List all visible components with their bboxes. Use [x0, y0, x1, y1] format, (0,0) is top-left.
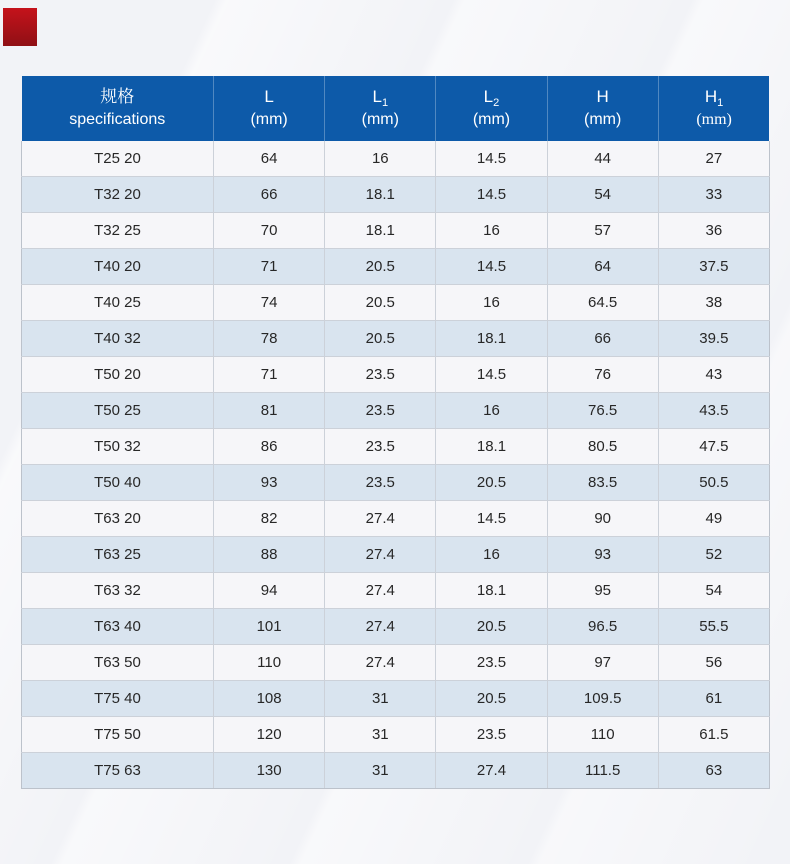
table-row	[22, 213, 770, 249]
table-cell: 18.1	[325, 213, 436, 249]
table-cell: 20.5	[436, 465, 547, 501]
table-row	[22, 249, 770, 285]
table-cell: 27	[658, 141, 769, 177]
table-row	[22, 357, 770, 393]
table-cell: 57	[547, 213, 658, 249]
column-header-h	[547, 76, 658, 141]
table-cell: 38	[658, 285, 769, 321]
table-cell: 110	[214, 645, 325, 681]
column-header-spec	[22, 76, 214, 141]
table-cell: 14.5	[436, 141, 547, 177]
table-cell: 76	[547, 357, 658, 393]
table-row	[22, 141, 770, 177]
table-cell: 16	[325, 141, 436, 177]
table-cell: 88	[214, 537, 325, 573]
table-cell: 23.5	[325, 357, 436, 393]
column-unit: (mm)	[250, 111, 288, 129]
table-cell: 16	[436, 213, 547, 249]
table-row	[22, 393, 770, 429]
table-cell: 108	[214, 681, 325, 717]
table-cell: T63 50	[22, 645, 214, 681]
column-title: H	[704, 87, 718, 107]
spec-table-container	[21, 76, 769, 789]
table-cell: 101	[214, 609, 325, 645]
table-cell: 94	[214, 573, 325, 609]
table-cell: 27.4	[436, 753, 547, 789]
spec-table	[21, 76, 770, 789]
table-cell: T75 63	[22, 753, 214, 789]
table-cell: 20.5	[436, 681, 547, 717]
table-cell: 78	[214, 321, 325, 357]
column-unit: specifications	[69, 111, 166, 129]
table-cell: 16	[436, 393, 547, 429]
table-row	[22, 717, 770, 753]
table-cell: 80.5	[547, 429, 658, 465]
table-cell: 23.5	[325, 393, 436, 429]
table-cell: 23.5	[325, 465, 436, 501]
table-cell: 18.1	[436, 429, 547, 465]
table-cell: 47.5	[658, 429, 769, 465]
column-title: 规格	[100, 87, 135, 107]
table-cell: 109.5	[547, 681, 658, 717]
table-row	[22, 285, 770, 321]
table-row	[22, 681, 770, 717]
table-cell: 27.4	[325, 645, 436, 681]
table-row	[22, 573, 770, 609]
table-row	[22, 177, 770, 213]
table-cell: 44	[547, 141, 658, 177]
table-cell: T32 25	[22, 213, 214, 249]
table-cell: 37.5	[658, 249, 769, 285]
table-cell: 23.5	[436, 645, 547, 681]
table-row	[22, 501, 770, 537]
table-cell: 90	[547, 501, 658, 537]
table-cell: 63	[658, 753, 769, 789]
table-cell: 14.5	[436, 249, 547, 285]
table-cell: 14.5	[436, 177, 547, 213]
table-cell: 18.1	[436, 573, 547, 609]
table-cell: 39.5	[658, 321, 769, 357]
table-cell: 14.5	[436, 501, 547, 537]
table-cell: 36	[658, 213, 769, 249]
table-cell: 16	[436, 537, 547, 573]
table-cell: T40 20	[22, 249, 214, 285]
table-cell: 33	[658, 177, 769, 213]
column-unit: (mm)	[584, 111, 622, 129]
table-cell: T63 20	[22, 501, 214, 537]
table-cell: 31	[325, 753, 436, 789]
table-cell: 27.4	[325, 573, 436, 609]
table-cell: 111.5	[547, 753, 658, 789]
table-cell: 76.5	[547, 393, 658, 429]
table-cell: 27.4	[325, 537, 436, 573]
column-header-l	[214, 76, 325, 141]
table-cell: T63 25	[22, 537, 214, 573]
table-cell: T50 20	[22, 357, 214, 393]
table-cell: 20.5	[325, 285, 436, 321]
table-cell: T25 20	[22, 141, 214, 177]
column-subscript: 1	[381, 97, 389, 110]
table-cell: 18.1	[436, 321, 547, 357]
table-cell: 23.5	[436, 717, 547, 753]
table-cell: 54	[547, 177, 658, 213]
table-cell: 20.5	[325, 249, 436, 285]
table-cell: 64	[214, 141, 325, 177]
table-row	[22, 537, 770, 573]
table-cell: 74	[214, 285, 325, 321]
table-cell: 120	[214, 717, 325, 753]
table-cell: 64	[547, 249, 658, 285]
table-cell: 27.4	[325, 501, 436, 537]
table-cell: 43	[658, 357, 769, 393]
table-cell: 61.5	[658, 717, 769, 753]
table-cell: 31	[325, 681, 436, 717]
table-cell: 49	[658, 501, 769, 537]
table-cell: 66	[214, 177, 325, 213]
column-title: L	[372, 87, 382, 107]
table-cell: 16	[436, 285, 547, 321]
column-unit: (mm)	[696, 111, 732, 129]
table-cell: 82	[214, 501, 325, 537]
table-header-row	[22, 76, 770, 141]
red-corner-mark	[3, 8, 37, 46]
column-subscript: 2	[493, 97, 500, 110]
table-cell: 61	[658, 681, 769, 717]
table-cell: T40 25	[22, 285, 214, 321]
table-cell: 71	[214, 249, 325, 285]
table-cell: 20.5	[436, 609, 547, 645]
table-cell: 23.5	[325, 429, 436, 465]
table-cell: 93	[214, 465, 325, 501]
table-row	[22, 465, 770, 501]
table-cell: 86	[214, 429, 325, 465]
table-cell: T50 40	[22, 465, 214, 501]
column-header-l1	[325, 76, 436, 141]
table-cell: T63 40	[22, 609, 214, 645]
table-cell: 56	[658, 645, 769, 681]
table-cell: 43.5	[658, 393, 769, 429]
table-cell: 130	[214, 753, 325, 789]
column-title: L	[483, 87, 494, 107]
table-cell: 64.5	[547, 285, 658, 321]
table-cell: 83.5	[547, 465, 658, 501]
column-unit: (mm)	[361, 111, 399, 129]
table-cell: 18.1	[325, 177, 436, 213]
table-cell: 52	[658, 537, 769, 573]
table-cell: T40 32	[22, 321, 214, 357]
table-cell: 110	[547, 717, 658, 753]
column-subscript: 1	[717, 97, 724, 110]
table-cell: 95	[547, 573, 658, 609]
table-cell: 20.5	[325, 321, 436, 357]
table-row	[22, 753, 770, 789]
table-row	[22, 429, 770, 465]
table-cell: T75 50	[22, 717, 214, 753]
table-cell: 93	[547, 537, 658, 573]
table-body	[22, 141, 770, 789]
table-cell: T32 20	[22, 177, 214, 213]
table-cell: 55.5	[658, 609, 769, 645]
table-cell: 14.5	[436, 357, 547, 393]
table-cell: T63 32	[22, 573, 214, 609]
table-row	[22, 321, 770, 357]
table-cell: 70	[214, 213, 325, 249]
table-cell: 96.5	[547, 609, 658, 645]
table-cell: 54	[658, 573, 769, 609]
column-title: H	[596, 87, 609, 107]
table-cell: 50.5	[658, 465, 769, 501]
table-cell: 66	[547, 321, 658, 357]
table-cell: T50 32	[22, 429, 214, 465]
column-title: L	[264, 87, 274, 107]
table-cell: T50 25	[22, 393, 214, 429]
table-cell: 31	[325, 717, 436, 753]
table-cell: 27.4	[325, 609, 436, 645]
column-unit: (mm)	[472, 111, 511, 129]
table-cell: 97	[547, 645, 658, 681]
table-row	[22, 645, 770, 681]
table-row	[22, 609, 770, 645]
column-header-l2	[436, 76, 547, 141]
table-cell: 71	[214, 357, 325, 393]
table-cell: 81	[214, 393, 325, 429]
column-header-h1	[658, 76, 769, 141]
table-cell: T75 40	[22, 681, 214, 717]
